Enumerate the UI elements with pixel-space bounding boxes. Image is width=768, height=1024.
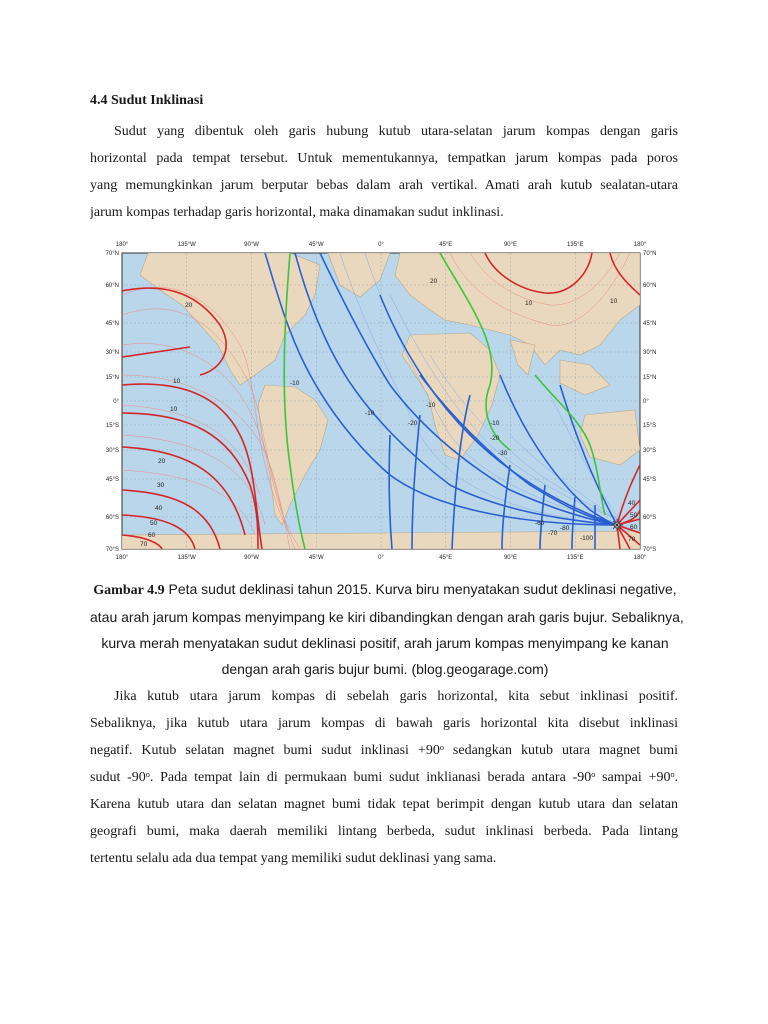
longitude-label: 45°E <box>439 555 453 561</box>
latitude-label: 70°S <box>105 547 119 553</box>
contour-label: 20 <box>430 278 438 285</box>
contour-label: -10 <box>365 410 375 417</box>
longitude-label: 90°E <box>503 242 518 248</box>
longitude-label: 135°E <box>567 555 584 561</box>
longitude-label: 180° <box>115 555 129 561</box>
paragraph-line: Karena kutub utara dan selatan magnet bumi tidak tepat berimpit dengan kutub utara dan selatan <box>90 797 678 812</box>
latitude-label: 60°N <box>643 283 657 289</box>
contour-label: -30 <box>498 450 508 457</box>
contour-label: 60 <box>148 532 156 539</box>
paragraph-line: sudut -90ᵒ. Pada tempat lain di permukaan bumi sudut inklianasi berada antara -90ᵒ sampai +90ᵒ. <box>90 770 678 785</box>
contour-label: -20 <box>490 435 500 442</box>
longitude-label: 135°W <box>177 555 196 561</box>
latitude-label: 30°S <box>643 448 657 454</box>
paragraph-line: Sebaliknya, jika kutub utara jarum kompas di bawah garis horizontal kita disebut inklinasi <box>90 716 678 731</box>
latitude-label: 45°S <box>643 477 657 483</box>
contour-label: 10 <box>525 300 533 307</box>
caption-text: Peta sudut deklinasi tahun 2015. Kurva biru menyatakan sudut deklinasi negative, <box>164 581 677 597</box>
declination-map-figure <box>90 235 680 565</box>
contour-label: -10 <box>490 420 500 427</box>
longitude-label: 135°E <box>567 242 584 248</box>
longitude-label: 90°W <box>244 242 259 248</box>
longitude-label: 90°E <box>503 555 518 561</box>
contour-label: 60 <box>630 524 638 531</box>
longitude-label: 0° <box>378 555 384 561</box>
contour-label: -10 <box>290 380 300 387</box>
longitude-label: 180° <box>115 242 129 248</box>
paragraph-line: yang memungkinkan jarum berputar bebas dalam arah vertikal. Amati arah kutub sealatan-utara <box>90 178 678 193</box>
contour-label: 70 <box>140 541 148 548</box>
contour-label: 10 <box>173 378 181 385</box>
paragraph-intro <box>90 118 678 226</box>
contour-label: -100 <box>580 535 594 542</box>
paragraph-line: tertentu selalu ada dua tempat yang memiliki sudut deklinasi yang sama. <box>90 851 497 866</box>
declination-map <box>90 235 680 565</box>
figure-caption <box>90 576 684 682</box>
caption-line: dengan arah garis bujur bumi. (blog.geogarage.com) <box>221 661 549 677</box>
latitude-label: 60°S <box>105 515 119 521</box>
paragraph-line: horizontal pada tempat tersebut. Untuk mementukannya, tempatkan jarum kompas pada poros <box>90 151 678 166</box>
latitude-label: 45°N <box>105 321 119 327</box>
latitude-label: 70°S <box>643 547 657 553</box>
paragraph-line: jarum kompas terhadap garis horizontal, maka dinamakan sudut inklinasi. <box>90 205 504 220</box>
paragraph-line: negatif. Kutub selatan magnet bumi sudut inklinasi +90ᵒ sedangkan kutub utara magnet bumi <box>90 743 678 758</box>
contour-label: 50 <box>630 512 638 519</box>
contour-label: -70 <box>548 530 558 537</box>
longitude-label: 90°W <box>244 555 259 561</box>
latitude-label: 70°N <box>105 251 119 257</box>
top-longitude-labels <box>116 242 647 248</box>
contour-label: 50 <box>150 520 158 527</box>
latitude-label: 30°N <box>643 350 657 356</box>
paragraph-inclination <box>90 683 678 872</box>
bottom-longitude-labels <box>116 555 647 561</box>
contour-label: 30 <box>157 482 165 489</box>
latitude-label: 60°S <box>643 515 657 521</box>
caption-line: kurva merah menyatakan sudut deklinasi positif, arah jarum kompas menyimpang ke kanan <box>101 635 669 651</box>
left-latitude-labels <box>106 251 120 553</box>
latitude-label: 15°N <box>105 375 119 381</box>
right-latitude-labels <box>643 251 656 553</box>
longitude-label: 0° <box>378 242 384 248</box>
contour-label: -60 <box>535 520 545 527</box>
latitude-label: 45°S <box>105 477 119 483</box>
longitude-label: 180° <box>633 242 647 248</box>
contour-label: 20 <box>185 302 193 309</box>
contour-label: 10 <box>170 406 178 413</box>
caption-label: Gambar 4.9 <box>93 583 165 598</box>
longitude-label: 45°W <box>308 555 324 561</box>
longitude-label: 45°W <box>308 242 324 248</box>
contour-label: 40 <box>155 505 163 512</box>
paragraph-line: Jika kutub utara jarum kompas di sebelah garis horizontal, kita sebut inklinasi positif. <box>114 689 678 704</box>
longitude-label: 45°E <box>439 242 453 248</box>
latitude-label: 15°S <box>643 423 657 429</box>
caption-line: atau arah jarum kompas menyimpang ke kiri dibandingkan dengan arah garis bujur. Sebaliknya, <box>90 609 684 625</box>
latitude-label: 0° <box>113 399 119 405</box>
contour-label: -80 <box>560 525 570 532</box>
paragraph-line: Sudut yang dibentuk oleh garis hubung kutub utara-selatan jarum kompas dengan garis <box>114 124 678 139</box>
contour-label: 70 <box>628 536 636 543</box>
longitude-label: 180° <box>633 555 647 561</box>
latitude-label: 0° <box>643 399 649 405</box>
latitude-label: 60°N <box>105 283 119 289</box>
contour-label: -20 <box>408 420 418 427</box>
latitude-label: 45°N <box>643 321 657 327</box>
latitude-label: 15°S <box>105 423 119 429</box>
caption-line <box>90 576 680 604</box>
latitude-label: 30°S <box>105 448 119 454</box>
contour-label: 10 <box>610 298 618 305</box>
contour-label: 40 <box>628 500 636 507</box>
latitude-label: 15°N <box>643 375 657 381</box>
paragraph-line: geografi bumi, maka daerah memiliki lintang berbeda, sudut inklinasi berbeda. Pada lintang <box>90 824 678 839</box>
latitude-label: 70°N <box>643 251 657 257</box>
contour-label: 20 <box>158 458 166 465</box>
latitude-label: 30°N <box>105 350 119 356</box>
longitude-label: 135°W <box>177 242 196 248</box>
section-heading: 4.4 Sudut Inklinasi <box>90 93 204 108</box>
contour-label: -10 <box>426 402 436 409</box>
